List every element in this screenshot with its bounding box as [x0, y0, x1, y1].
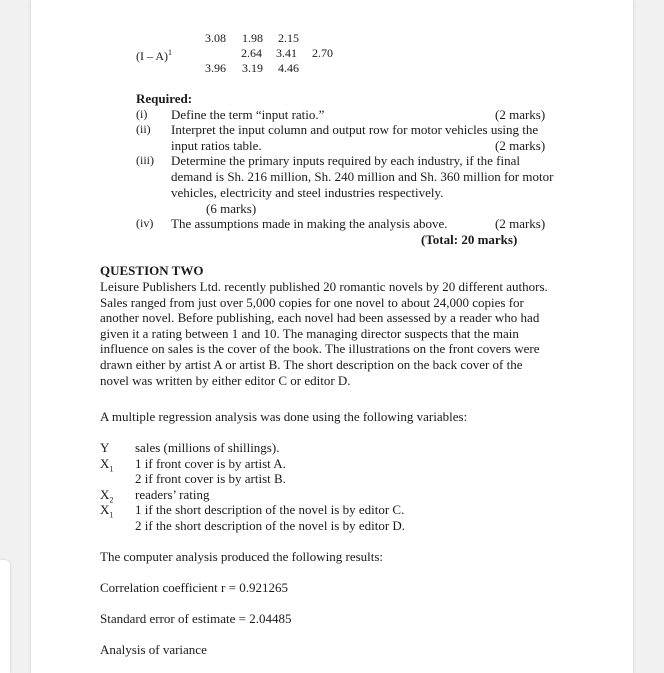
item-iv-marks: (2 marks) [495, 216, 546, 231]
required-heading: Required: [136, 91, 193, 106]
correlation-coefficient: Correlation coefficient r = 0.921265 [100, 580, 288, 595]
item-iii-text-line2: demand is Sh. 216 million, Sh. 240 million and Sh. 360 million for motor [171, 169, 554, 184]
item-iv-text: The assumptions made in making the analysis above. [171, 216, 448, 231]
question-two-intro [100, 279, 563, 388]
item-iii-text-line1: Determine the primary inputs required by each industry, if the final [171, 153, 520, 168]
item-number-iv: (iv) [136, 216, 154, 230]
item-iii-marks: (6 marks) [206, 201, 257, 216]
item-ii-text-line2: input ratios table. [171, 138, 262, 153]
question-two-heading: QUESTION TWO [100, 263, 204, 278]
item-number-ii: (ii) [136, 122, 151, 136]
variable-symbol-x3: $X_1$ [100, 502, 114, 520]
matrix-label: (I – A)$^1$ [136, 48, 172, 63]
variable-x1-desc-line1: 1 if front cover is by artist A. [135, 456, 286, 471]
item-ii-text-line1: Interpret the input column and output row for motor vehicles using the [171, 122, 539, 137]
variable-x3-desc-line2: 2 if the short description of the novel is by editor D. [135, 518, 406, 533]
variable-x1-desc-line2: 2 if front cover is by artist B. [135, 471, 286, 486]
intro-line: Leisure Publishers Ltd. recently published 20 romantic novels by 20 different authors. [100, 279, 548, 294]
variable-x3-desc-line1: 1 if the short description of the novel is by editor C. [135, 502, 405, 517]
item-iii-text-line3: vehicles, electricity and steel industries respectively. [171, 185, 444, 200]
item-number-i: (i) [136, 107, 148, 121]
regression-intro: A multiple regression analysis was done using the following variables: [100, 409, 468, 424]
variable-symbol-x1: $X_1$ [100, 456, 114, 474]
intro-line: another novel. Before publishing, each novel had been assessed by a reader who had [100, 310, 540, 326]
variable-symbol-x2: $X_2$ [100, 487, 114, 505]
analysis-of-variance-heading: Analysis of variance [100, 642, 207, 657]
item-i-marks: (2 marks) [495, 107, 546, 122]
variable-y-desc: sales (millions of shillings). [135, 440, 280, 455]
item-number-iii: (iii) [136, 153, 154, 167]
matrix-row-3: 3.96 3.19 4.46 [205, 61, 299, 75]
total-marks: (Total: 20 marks) [421, 232, 518, 247]
side-panel-tab[interactable] [0, 560, 10, 673]
results-intro: The computer analysis produced the following results: [100, 549, 384, 564]
variable-x2-desc: readers’ rating [135, 487, 210, 502]
intro-line: drawn either by artist A or artist B. The short description on the back cover of the [100, 356, 523, 372]
intro-line: Sales ranged from just over 5,000 copies for one novel to about 24,000 copies for [100, 294, 524, 310]
item-ii-marks: (2 marks) [495, 138, 546, 153]
document-page [31, 0, 633, 673]
matrix-row-2: 2.64 3.41 2.70 [241, 46, 333, 60]
intro-line: novel was written by either editor C or editor D. [100, 372, 351, 388]
variable-symbol-y: Y [100, 440, 110, 455]
standard-error: Standard error of estimate = 2.04485 [100, 611, 292, 626]
matrix-row-1: 3.08 1.98 2.15 [205, 31, 299, 45]
intro-line: given it a rating between 1 and 10. The managing director suspects that the main [100, 325, 519, 341]
intro-line: influence on sales is the cover of the book. The illustrations on the front covers were [100, 341, 540, 357]
item-i-text: Define the term “input ratio.” [171, 107, 325, 122]
